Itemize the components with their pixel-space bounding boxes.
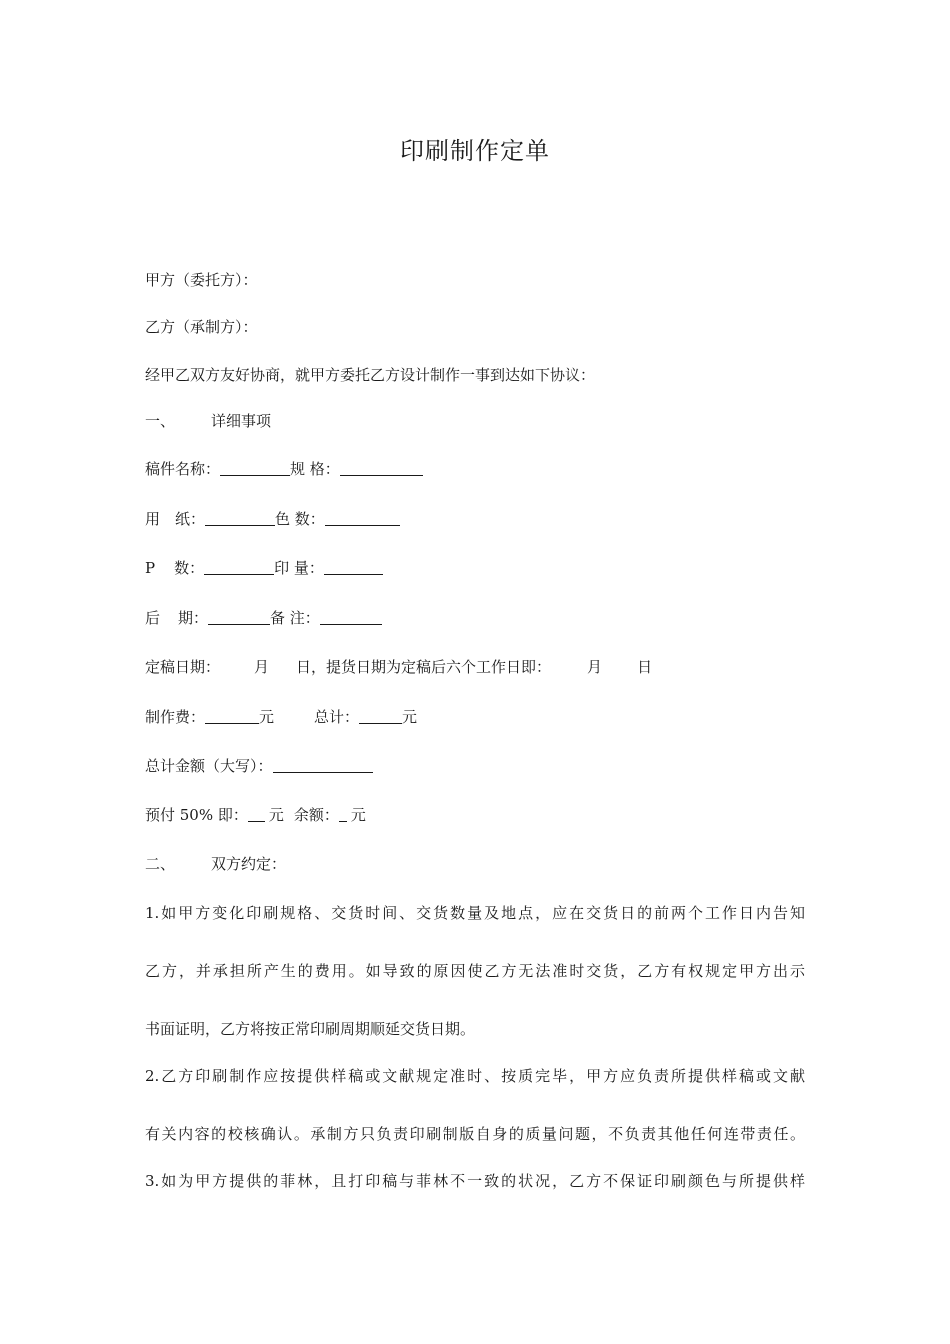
clause-text: 有关内容的校核确认。承制方只负责印刷制版自身的质量问题，不负责其他任何连带责任。 [145,1125,805,1143]
post-blank[interactable] [208,608,270,625]
yuan-label-4: 元 [350,806,366,824]
production-fee-blank[interactable] [205,707,259,724]
paper-label-2: 纸： [175,510,206,528]
paper-blank[interactable] [205,509,275,526]
section-1-heading [145,410,271,432]
spec-label: 规 格： [290,460,340,478]
notes-blank[interactable] [320,608,382,625]
manuscript-name-blank[interactable] [220,459,290,476]
total-blank[interactable] [359,707,402,724]
party-a-line: 甲方（委托方）： [145,271,258,289]
clause-line [145,1065,805,1087]
clause-text: 3.如为甲方提供的菲林，且打印稿与菲林不一致的状况，乙方不保证印刷颜色与所提供样 [145,1172,805,1190]
total-upper-label: 总计金额（大写）： [145,757,273,775]
total-upper-blank[interactable] [273,756,373,773]
field-row-dates [145,656,652,678]
section-1-title: 详细事项 [211,412,272,430]
document-title: 印刷制作定单 [400,137,550,165]
pages-blank[interactable] [204,558,274,575]
prepay-blank[interactable] [248,805,265,822]
production-fee-label: 制作费： [145,708,206,726]
yuan-label-1: 元 [259,708,275,726]
balance-label: 余额： [293,806,339,824]
print-qty-label: 印 量： [274,559,324,577]
clause-line [145,1170,805,1192]
clause-text: 2.乙方印刷制作应按提供样稿或文献规定准时、按质完毕，甲方应负责所提供样稿或文献 [145,1067,805,1085]
yuan-label-3: 元 [268,806,284,824]
month2-label: 月 [587,658,603,676]
print-qty-blank[interactable] [324,558,383,575]
clause-text: 乙方，并承担所产生的费用。如导致的原因使乙方无法准时交货，乙方有权规定甲方出示 [145,962,805,980]
section-1-number: 一、 [145,412,176,430]
post-label-1: 后 [145,609,161,627]
spec-blank[interactable] [340,459,423,476]
notes-label: 备 注： [270,609,320,627]
total-label: 总计： [314,708,360,726]
section-2-number: 二、 [145,855,176,873]
balance-blank[interactable] [339,805,347,822]
pages-label-2: 数： [174,559,205,577]
section-2-title: 双方约定： [211,855,287,873]
prepay-label: 预付 50% 即： [145,806,248,824]
paper-label-1: 用 [145,510,161,528]
finalize-date-label: 定稿日期： [145,658,221,676]
colors-label: 色 数： [275,510,325,528]
clause-line [145,1123,805,1145]
clause-line [145,960,805,982]
section-2-heading [145,853,286,875]
field-row-prepay [145,804,366,826]
field-row-total-upper [145,755,373,777]
field-row-pages [145,557,383,579]
field-row-post [145,607,382,629]
pages-label-1: P [145,559,156,577]
yuan-label-2: 元 [402,708,418,726]
clause-line [145,902,805,924]
manuscript-name-label: 稿件名称： [145,460,221,478]
colors-blank[interactable] [325,509,400,526]
post-label-2: 期： [178,609,209,627]
field-row-fees [145,706,417,728]
intro-line: 经甲乙双方友好协商，就甲方委托乙方设计制作一事到达如下协议： [145,366,596,384]
clause-text: 书面证明，乙方将按正常印刷周期顺延交货日期。 [145,1020,476,1038]
field-row-manuscript [145,458,423,480]
clause-text: 1.如甲方变化印刷规格、交货时间、交货数量及地点，应在交货日的前两个工作日内告知 [145,904,805,922]
clause-line [145,1018,475,1040]
field-row-paper [145,508,400,530]
day2-label: 日 [637,658,653,676]
month-label: 月 [254,658,270,676]
party-b-line: 乙方（承制方）： [145,318,258,336]
delivery-date-label: 日，提货日期为定稿后六个工作日即： [296,658,552,676]
